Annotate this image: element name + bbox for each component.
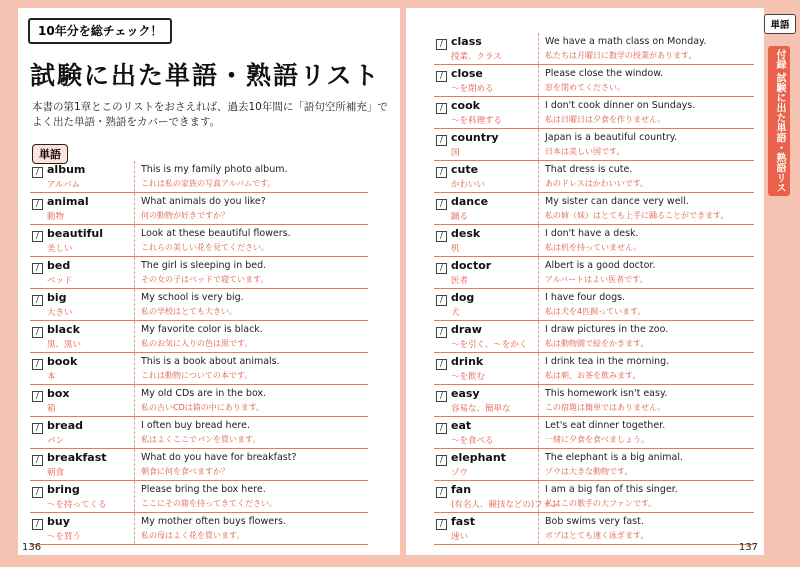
word-row [30,513,368,545]
checkbox-icon[interactable]: ∕ [436,39,447,50]
example-cell [538,289,754,320]
example-cell [538,161,754,192]
japanese-meaning: 美しい [47,244,73,254]
example-cell [538,321,754,352]
word-row [30,161,368,193]
english-word: close [451,67,483,80]
checkbox-icon[interactable]: ∕ [32,391,43,402]
example-sentence: The girl is sleeping in bed. [141,260,267,271]
example-cell [134,289,368,320]
word-row [30,193,368,225]
example-sentence: I draw pictures in the zoo. [545,324,669,335]
japanese-meaning: かわいい [451,180,486,190]
english-word: bring [47,483,80,496]
example-cell [134,513,368,544]
example-translation: 日本は美しい国です。 [545,147,625,156]
word-row [434,97,754,129]
example-cell [538,225,754,256]
checkbox-icon[interactable]: ∕ [32,487,43,498]
checkbox-icon[interactable]: ∕ [436,231,447,242]
word-cell [434,385,538,416]
english-word: class [451,35,482,48]
section-label: 単語 [32,144,68,164]
japanese-meaning: ～を引く、～をかく [451,340,528,350]
word-cell [30,385,134,416]
japanese-meaning: 容易な、簡単な [451,404,511,414]
example-sentence: Let's eat dinner together. [545,420,666,431]
example-cell [538,417,754,448]
word-cell [434,417,538,448]
japanese-meaning: 医者 [451,276,469,286]
example-translation: 私たちは月曜日に数学の授業があります。 [545,51,697,60]
word-row [434,225,754,257]
checkbox-icon[interactable]: ∕ [436,71,447,82]
word-cell [434,129,538,160]
english-word: desk [451,227,481,240]
side-label: 単語 [764,14,796,34]
checkbox-icon[interactable]: ∕ [32,455,43,466]
example-sentence: Japan is a beautiful country. [545,132,678,143]
english-word: big [47,291,67,304]
japanese-meaning: 踊る [451,212,469,222]
word-cell [30,193,134,224]
example-sentence: That dress is cute. [545,164,633,175]
example-cell [538,353,754,384]
checkbox-icon[interactable]: ∕ [32,263,43,274]
japanese-meaning: 黒、黒い [47,340,82,350]
japanese-meaning: 国 [451,148,460,158]
checkbox-icon[interactable]: ∕ [436,135,447,146]
word-row [30,417,368,449]
word-cell [434,97,538,128]
word-row [434,193,754,225]
word-row [434,385,754,417]
word-cell [434,257,538,288]
word-row [434,449,754,481]
checkbox-icon[interactable]: ∕ [32,167,43,178]
example-sentence: I am a big fan of this singer. [545,484,678,495]
example-cell [538,385,754,416]
page-number-left: 136 [22,542,42,553]
example-translation: これは私の家族の写真アルバムです。 [141,179,276,188]
word-cell [434,225,538,256]
example-translation: アルバートはよい医者です。 [545,275,648,284]
word-row [30,385,368,417]
example-cell [538,97,754,128]
japanese-meaning: ベッド [47,276,73,286]
checkbox-icon[interactable]: ∕ [436,391,447,402]
checkbox-icon[interactable]: ∕ [436,103,447,114]
english-word: fast [451,515,476,528]
word-cell [30,513,134,544]
word-row [30,353,368,385]
checkbox-icon[interactable]: ∕ [436,487,447,498]
word-list-left [30,161,368,545]
example-translation: 私は動物園で絵をかきます。 [545,339,649,348]
word-row [434,65,754,97]
word-row [30,289,368,321]
example-sentence: My mother often buys flowers. [141,516,286,527]
checkbox-icon[interactable]: ∕ [436,359,447,370]
japanese-meaning: 本 [47,372,56,382]
word-row [434,257,754,289]
english-word: beautiful [47,227,104,240]
checkbox-icon[interactable]: ∕ [32,519,43,530]
page-title: 試験に出た単語・熟語リスト [30,61,381,90]
intro-text: 本書の第1章とこのリストをおさえれば、過去10年間に「語句空所補充」でよく出た単語・熟語をカバーできます。 [32,101,388,128]
left-page [18,8,400,555]
japanese-meaning: ゾウ [451,468,469,478]
english-word: easy [451,387,480,400]
checkbox-icon[interactable]: ∕ [32,423,43,434]
japanese-meaning: アルバム [47,180,81,190]
example-sentence: Please bring the box here. [141,484,266,495]
example-translation: 朝食に何を食べますか？ [141,467,229,476]
example-sentence: This is my family photo album. [141,164,288,175]
word-row [30,449,368,481]
word-row [30,481,368,513]
page-number-right: 137 [738,542,758,553]
english-word: dance [451,195,489,208]
japanese-meaning: ～を買う [47,532,82,542]
example-cell [538,257,754,288]
word-cell [30,257,134,288]
example-translation: これは動物についての本です。 [141,371,253,380]
japanese-meaning: ～を飲む [451,372,486,382]
checkbox-icon[interactable]: ∕ [436,327,447,338]
example-sentence: Albert is a good doctor. [545,260,656,271]
japanese-meaning: (有名人、競技などの)ファン [451,500,560,510]
example-translation: 私の古いCDは箱の中にあります。 [141,403,265,412]
example-translation: 窓を閉めてください。 [545,83,625,92]
right-page [406,8,764,555]
checkbox-icon[interactable]: ∕ [436,199,447,210]
checkbox-icon[interactable]: ∕ [436,295,447,306]
example-translation: ゾウは大きな動物です。 [545,467,633,476]
checkbox-icon[interactable]: ∕ [32,295,43,306]
heading-tag: 10年分を総チェック！ [28,18,172,44]
checkbox-icon[interactable]: ∕ [436,519,447,530]
word-cell [30,225,134,256]
japanese-meaning: 動物 [47,212,65,222]
example-translation: その女の子はベッドで寝ています。 [141,275,269,284]
japanese-meaning: 机 [451,244,460,254]
japanese-meaning: ～を料理する [451,116,503,126]
japanese-meaning: 速い [451,532,469,542]
example-translation: 私は日曜日は夕食を作りません。 [545,115,666,124]
word-row [434,513,754,545]
japanese-meaning: ～を閉める [451,84,494,94]
word-row [30,257,368,289]
example-translation: 私の母はよく花を買います。 [141,531,245,540]
japanese-meaning: ～を食べる [451,436,494,446]
english-word: buy [47,515,70,528]
example-sentence: What animals do you like? [141,196,266,207]
example-sentence: I have four dogs. [545,292,626,303]
english-word: drink [451,355,484,368]
english-word: book [47,355,78,368]
checkbox-icon[interactable]: ∕ [436,263,447,274]
word-cell [30,449,134,480]
example-sentence: I don't have a desk. [545,228,639,239]
word-cell [434,33,538,64]
word-cell [434,161,538,192]
word-row [434,129,754,161]
english-word: dog [451,291,475,304]
word-row [434,33,754,65]
word-list-right [434,33,754,545]
example-translation: 私はよくここでパンを買います。 [141,435,261,444]
side-tab: 付録 試験に出た単語・熟語リスト [768,46,790,196]
word-cell [30,161,134,192]
japanese-meaning: 授業、クラス [451,52,502,62]
example-sentence: I don't cook dinner on Sundays. [545,100,696,111]
word-row [30,321,368,353]
word-cell [434,193,538,224]
example-translation: 私のお気に入りの色は黒です。 [141,339,253,348]
example-translation: 私は犬を4匹飼っています。 [545,307,646,316]
example-sentence: Bob swims very fast. [545,516,644,527]
japanese-meaning: 犬 [451,308,460,318]
english-word: bed [47,259,71,272]
example-translation: 私の姉（妹）はとても上手に踊ることができます。 [545,211,729,220]
word-row [434,161,754,193]
example-sentence: I drink tea in the morning. [545,356,670,367]
example-cell [134,449,368,480]
example-sentence: We have a math class on Monday. [545,36,707,47]
word-cell [30,289,134,320]
word-cell [434,321,538,352]
example-cell [538,513,754,544]
example-cell [538,481,754,512]
word-row [434,289,754,321]
word-cell [434,449,538,480]
checkbox-icon[interactable]: ∕ [436,455,447,466]
japanese-meaning: 大きい [47,308,73,318]
example-sentence: My favorite color is black. [141,324,263,335]
example-sentence: Please close the window. [545,68,664,79]
example-translation: あのドレスはかわいいです。 [545,179,649,188]
japanese-meaning: 朝食 [47,468,65,478]
example-sentence: I often buy bread here. [141,420,250,431]
english-word: country [451,131,499,144]
word-row [434,417,754,449]
checkbox-icon[interactable]: ∕ [436,167,447,178]
example-sentence: My old CDs are in the box. [141,388,267,399]
example-translation: ボブはとても速く泳ぎます。 [545,531,649,540]
example-cell [538,33,754,64]
english-word: fan [451,483,472,496]
example-translation: 私の学校はとても大きい。 [141,307,237,316]
word-cell [434,481,560,512]
word-row [434,353,754,385]
example-sentence: What do you have for breakfast? [141,452,297,463]
word-cell [434,65,538,96]
example-translation: 一緒に夕食を食べましょう。 [545,435,649,444]
english-word: box [47,387,70,400]
word-row [30,225,368,257]
example-translation: この宿題は簡単ではありません。 [545,403,666,412]
checkbox-icon[interactable]: ∕ [436,423,447,434]
english-word: album [47,163,86,176]
example-translation: 私は朝、お茶を飲みます。 [545,371,641,380]
word-cell [30,481,134,512]
example-cell [134,417,368,448]
example-translation: これらの美しい花を見てください。 [141,243,269,252]
example-sentence: This is a book about animals. [141,356,280,367]
example-sentence: My school is very big. [141,292,244,303]
word-cell [30,321,134,352]
english-word: breakfast [47,451,107,464]
english-word: eat [451,419,472,432]
example-translation: ここにその箱を持ってきてください。 [141,499,277,508]
english-word: elephant [451,451,506,464]
english-word: doctor [451,259,492,272]
word-cell [434,513,538,544]
example-cell [134,193,368,224]
english-word: black [47,323,80,336]
checkbox-icon[interactable]: ∕ [32,231,43,242]
example-sentence: The elephant is a big animal. [545,452,684,463]
english-word: cute [451,163,479,176]
checkbox-icon[interactable]: ∕ [32,327,43,338]
word-cell [434,353,538,384]
checkbox-icon[interactable]: ∕ [32,199,43,210]
example-cell [134,353,368,384]
japanese-meaning: 箱 [47,404,56,414]
example-sentence: This homework isn't easy. [545,388,668,399]
example-cell [134,321,368,352]
example-sentence: My sister can dance very well. [545,196,689,207]
example-cell [134,225,368,256]
example-cell [134,385,368,416]
english-word: draw [451,323,482,336]
checkbox-icon[interactable]: ∕ [32,359,43,370]
example-cell [538,129,754,160]
example-cell [134,257,368,288]
word-cell [30,353,134,384]
example-sentence: Look at these beautiful flowers. [141,228,291,239]
example-cell [538,65,754,96]
english-word: animal [47,195,89,208]
english-word: bread [47,419,84,432]
example-cell [538,449,754,480]
example-translation: 何の動物が好きですか？ [141,211,229,220]
example-cell [134,161,368,192]
word-cell [434,289,538,320]
japanese-meaning: ～を持ってくる [47,500,107,510]
example-cell [134,481,368,512]
example-cell [538,193,754,224]
japanese-meaning: パン [47,436,65,446]
example-translation: 私は机を持っていません。 [545,243,642,252]
word-row [434,481,754,513]
word-cell [30,417,134,448]
example-translation: 私はこの歌手の大ファンです。 [545,499,657,508]
english-word: cook [451,99,480,112]
word-row [434,321,754,353]
